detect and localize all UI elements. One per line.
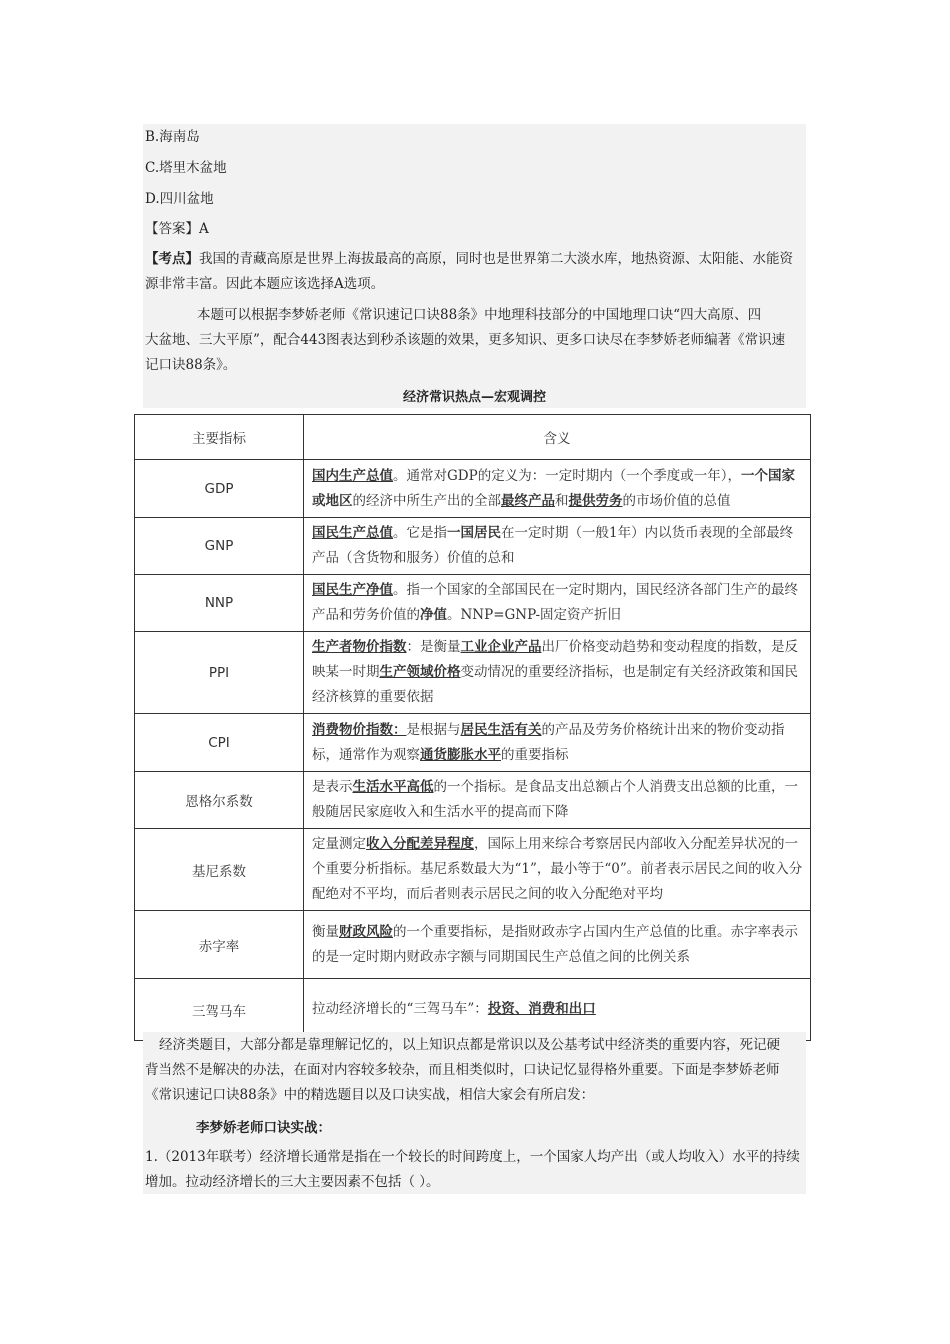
keyword-underlined: 财政风险 <box>339 923 393 940</box>
table-row <box>135 632 811 714</box>
keyword-bold: 净值 <box>420 607 447 623</box>
indicator-name: 三驾马车 <box>135 979 304 1041</box>
summary-line2: 背当然不是解决的办法，在面对内容较多较杂，而且相类似时，口诀记忆显得格外重要。下面是李梦娇老师 <box>145 1062 780 1078</box>
header-indicator: 主要指标 <box>135 415 304 460</box>
practice-heading: 李梦娇老师口诀实战： <box>196 1120 331 1136</box>
keyword-underlined: 工业企业产品 <box>460 639 542 655</box>
meaning-text: 的产品及劳务价格统计出来的物价变动指标，通常作为观察 <box>312 721 785 763</box>
indicator-name: PPI <box>135 632 304 714</box>
meaning-text: 的市场价值的总值 <box>622 492 731 509</box>
keyword-underlined: 居民生活有关 <box>460 721 542 738</box>
meaning-text: 和 <box>555 492 569 509</box>
table-row <box>135 911 811 979</box>
keyword-underlined: 提供劳务 <box>568 492 623 509</box>
indicator-meaning <box>304 714 811 772</box>
meaning-text: 的一个重要指标，是指财政赤字占国内生产总值的比重。赤字率表示的是一定时期内财政赤字额与同期国民生产总值之间的比例关系 <box>312 923 798 965</box>
indicator-name: 赤字率 <box>135 911 304 979</box>
kaodian-line2: 源非常丰富。因此本题应该选择A选项。 <box>145 276 385 292</box>
option-b: B.海南岛 <box>145 129 200 145</box>
meaning-text: 是根据与 <box>406 721 461 738</box>
indicator-meaning <box>304 772 811 829</box>
meaning-text: 定量测定 <box>312 836 366 852</box>
option-d: D.四川盆地 <box>145 191 214 207</box>
indicator-name: 恩格尔系数 <box>135 772 304 829</box>
summary-paragraph <box>145 1033 805 1108</box>
tip-paragraph <box>145 303 805 378</box>
tip-line1: 本题可以根据李梦娇老师《常识速记口诀88条》中地理科技部分的中国地理口诀“四大高原、四 <box>197 307 762 323</box>
keyword-underlined: 收入分配差异程度 <box>366 836 474 852</box>
table-header-row <box>135 415 811 460</box>
meaning-text: 的经济中所生产出的全部 <box>352 492 501 509</box>
table-row <box>135 829 811 911</box>
meaning-text: 。指一个国家的全部国民在一定时期内，国民经济各部门生产的最终产品和劳务价值的 <box>312 582 798 623</box>
question-paragraph <box>145 1145 805 1195</box>
indicator-name: GDP <box>135 460 304 518</box>
indicator-name: GNP <box>135 518 304 575</box>
indicator-name: CPI <box>135 714 304 772</box>
summary-line3: 《常识速记口诀88条》中的精选题目以及口诀实战，相信大家会有所启发： <box>145 1087 595 1103</box>
keyword-bold: 一国居民 <box>447 525 501 541</box>
keyword-underlined: 通货膨胀水平 <box>420 746 501 763</box>
keyword-underlined: 生活水平高低 <box>352 779 434 795</box>
indicator-name: NNP <box>135 575 304 632</box>
keyword-underlined: 生产领域价格 <box>379 664 461 680</box>
keyword-underlined: 国民生产总值 <box>312 525 393 541</box>
keyword-underlined: 最终产品 <box>501 492 555 509</box>
indicator-meaning <box>304 518 811 575</box>
table-row <box>135 772 811 829</box>
option-c: C.塔里木盆地 <box>145 160 227 176</box>
meaning-text: 衡量 <box>312 923 339 940</box>
indicator-meaning <box>304 911 811 979</box>
question-line1: 1.（2013年联考）经济增长通常是指在一个较长的时间跨度上，一个国家人均产出（或人均收入）水平的持续 <box>145 1149 800 1165</box>
meaning-text: 。通常对GDP的定义为：一定时期内（一个季度或一年）， <box>393 467 741 484</box>
question-line2: 增加。拉动经济增长的三大主要因素不包括（ ）。 <box>145 1174 440 1190</box>
tip-line2: 大盆地、三大平原”，配合443图表达到秒杀该题的效果，更多知识、更多口诀尽在李梦娇老师编著《常识速 <box>145 332 786 348</box>
indicator-name: 基尼系数 <box>135 829 304 911</box>
indicator-meaning <box>304 829 811 911</box>
keyword-underlined: 国民生产净值 <box>312 582 393 598</box>
indicator-table <box>134 414 811 1041</box>
keyword-underlined: 生产者物价指数 <box>312 639 407 655</box>
table-row <box>135 518 811 575</box>
meaning-text: 在一定时期（一般1年）内以货币表现的全部最终产品（含货物和服务）价值的总和 <box>312 525 794 566</box>
kaodian-paragraph <box>145 247 805 297</box>
meaning-text: 拉动经济增长的“三驾马车”： <box>312 1001 488 1017</box>
meaning-text: 出厂价格变动趋势和变动程度的指数，是反映某一时期 <box>312 639 798 680</box>
kaodian-label: 【考点】 <box>145 251 199 267</box>
keyword-underlined: 国内生产总值 <box>312 467 393 484</box>
meaning-text: ：是衡量 <box>406 639 461 655</box>
meaning-text: 的一个指标。是食品支出总额占个人消费支出总额的比重，一般随居民家庭收入和生活水平的提高而下降 <box>312 779 798 820</box>
table-caption: 经济常识热点—宏观调控 <box>402 390 546 405</box>
meaning-text: ，国际上用来综合考察居民内部收入分配差异状况的一个重要分析指标。基尼系数最大为“1”，最小等于“0”。前者表示居民之间的收入分配绝对不平均，而后者则表示居民之间的收入分配绝对平均 <box>312 836 803 902</box>
meaning-text: 。NNP=GNP-固定资产折旧 <box>447 607 622 623</box>
kaodian-line1: 我国的青藏高原是世界上海拔最高的高原，同时也是世界第二大淡水库，地热资源、太阳能、水能资 <box>199 251 793 267</box>
header-meaning: 含义 <box>304 415 811 460</box>
meaning-text: 变动情况的重要经济指标，也是制定有关经济政策和国民经济核算的重要依据 <box>312 664 798 705</box>
tip-line3: 记口诀88条》。 <box>145 357 237 373</box>
answer: 【答案】A <box>145 221 209 237</box>
keyword-bold: 一个国家或地区 <box>312 467 795 509</box>
indicator-meaning <box>304 575 811 632</box>
meaning-text: 是表示 <box>312 779 353 795</box>
meaning-text: 。它是指 <box>393 525 447 541</box>
table-row <box>135 460 811 518</box>
indicator-meaning <box>304 632 811 714</box>
keyword-underlined: 投资、消费和出口 <box>487 1001 596 1017</box>
meaning-text: 的重要指标 <box>501 746 569 763</box>
keyword-underlined: 消费物价指数： <box>312 721 407 738</box>
summary-line1: 经济类题目，大部分都是靠理解记忆的，以上知识点都是常识以及公基考试中经济类的重要内容，死记硬 <box>159 1037 780 1053</box>
indicator-meaning <box>304 460 811 518</box>
table-row <box>135 714 811 772</box>
table-row <box>135 575 811 632</box>
